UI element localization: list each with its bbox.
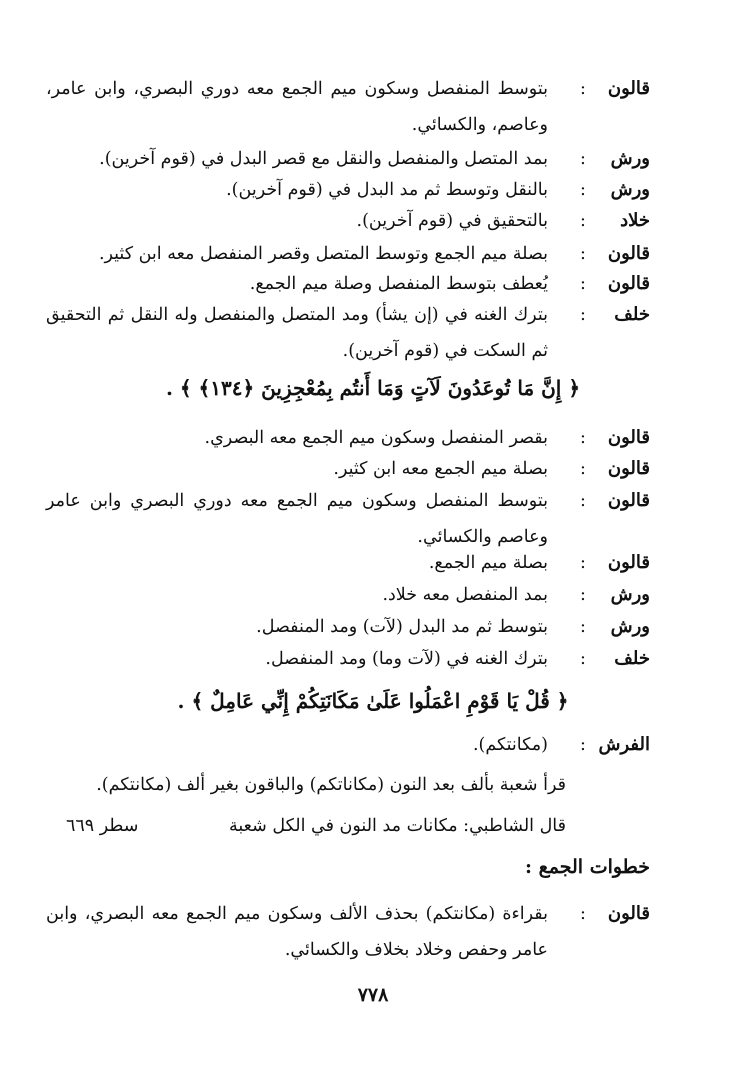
reading-description: بترك الغنه في (إن يشأ) ومد المتصل والمنفصل وله النقل ثم التحقيق ثم السكت في (قوم آخرين). <box>46 305 548 361</box>
reader-name: قالون <box>607 273 650 294</box>
separator-colon: : <box>580 244 586 264</box>
shatibi-line-ref: سطر ٦٦٩ <box>66 816 139 836</box>
reading-description: بتوسط المنفصل وسكون ميم الجمع معه دوري البصري، وابن عامر، وعاصم، والكسائي. <box>46 79 548 135</box>
reader-name: ورش <box>610 179 650 200</box>
separator-colon: : <box>580 649 586 669</box>
reading-description: بصلة ميم الجمع معه ابن كثير. <box>333 459 548 479</box>
farsh-label: الفرش <box>598 734 650 755</box>
reading-description: بصلة ميم الجمع وتوسط المتصل وقصر المنفصل معه ابن كثير. <box>98 244 548 264</box>
separator-colon: : <box>580 735 586 755</box>
qiraat-note: قرأ شعبة بألف بعد النون (مكاناتكم) والباقون بغير ألف (مكانتكم). <box>96 775 566 795</box>
separator-colon: : <box>580 305 586 325</box>
separator-colon: : <box>580 553 586 573</box>
quran-verse: ﴿ قُلْ يَا قَوْمِ اعْمَلُوا عَلَىٰ مَكَانَتِكُمْ إِنِّي عَامِلٌ ﴾ . <box>177 689 569 713</box>
separator-colon: : <box>580 617 586 637</box>
separator-colon: : <box>580 459 586 479</box>
reading-description: بقصر المنفصل وسكون ميم الجمع معه البصري. <box>204 428 548 448</box>
reading-description: بقراءة (مكانتكم) بحذف الألف وسكون ميم الجمع معه البصري، وابن عامر وحفص وخلاد بخلاف والكسائي. <box>46 904 548 960</box>
separator-colon: : <box>580 428 586 448</box>
reading-description: يُعطف بتوسط المنفصل وصلة ميم الجمع. <box>249 274 548 294</box>
farsh-word: (مكانتكم). <box>472 735 548 755</box>
reading-entry <box>46 297 650 369</box>
separator-colon: : <box>580 149 586 169</box>
quran-verse: ﴿ إِنَّ مَا تُوعَدُونَ لَآتٍ وَمَا أَنتُم بِمُعْجِزِينَ ﴿١٣٤﴾ ﴾ . <box>165 376 581 400</box>
reader-name: قالون <box>607 427 650 448</box>
reading-entry <box>46 71 650 143</box>
reader-name: ورش <box>610 616 650 637</box>
reader-name: قالون <box>607 552 650 573</box>
reading-entry <box>46 577 650 613</box>
reading-description: بمد المتصل والمنفصل والنقل مع قصر البدل في (قوم آخرين). <box>99 149 548 169</box>
reading-entry <box>46 896 650 968</box>
reading-entry <box>46 203 650 239</box>
shatibi-text: قال الشاطبي: مكانات مد النون في الكل شعبة <box>229 816 566 836</box>
reading-entry <box>46 451 650 487</box>
separator-colon: : <box>580 79 586 99</box>
reading-entry <box>46 609 650 645</box>
reader-name: قالون <box>607 903 650 924</box>
page-number: ٧٧٨ <box>357 984 389 1006</box>
separator-colon: : <box>580 491 586 511</box>
reader-name: ورش <box>610 148 650 169</box>
reading-description: بتوسط ثم مد البدل (لآت) ومد المنفصل. <box>256 617 548 637</box>
separator-colon: : <box>580 180 586 200</box>
reader-name: ورش <box>610 584 650 605</box>
reader-name: قالون <box>607 78 650 99</box>
reader-name: خلاد <box>620 210 650 231</box>
reading-description: بالنقل وتوسط ثم مد البدل في (قوم آخرين). <box>226 180 548 200</box>
farsh-entry <box>46 727 650 763</box>
reading-description: بتوسط المنفصل وسكون ميم الجمع معه دوري البصري وابن عامر وعاصم والكسائي. <box>46 491 548 547</box>
separator-colon: : <box>580 274 586 294</box>
reading-description: بصلة ميم الجمع. <box>428 553 548 573</box>
reader-name: قالون <box>607 458 650 479</box>
separator-colon: : <box>580 211 586 231</box>
separator-colon: : <box>580 904 586 924</box>
reading-description: بالتحقيق في (قوم آخرين). <box>356 211 548 231</box>
reading-entry <box>46 641 650 677</box>
reading-entry <box>46 545 650 581</box>
reader-name: قالون <box>607 490 650 511</box>
reader-name: خلف <box>614 648 650 669</box>
reading-description: بترك الغنه في (لآت وما) ومد المنفصل. <box>265 649 548 669</box>
section-heading: خطوات الجمع : <box>525 856 650 878</box>
reader-name: خلف <box>614 304 650 325</box>
separator-colon: : <box>580 585 586 605</box>
reading-description: بمد المنفصل معه خلاد. <box>382 585 548 605</box>
reader-name: قالون <box>607 243 650 264</box>
